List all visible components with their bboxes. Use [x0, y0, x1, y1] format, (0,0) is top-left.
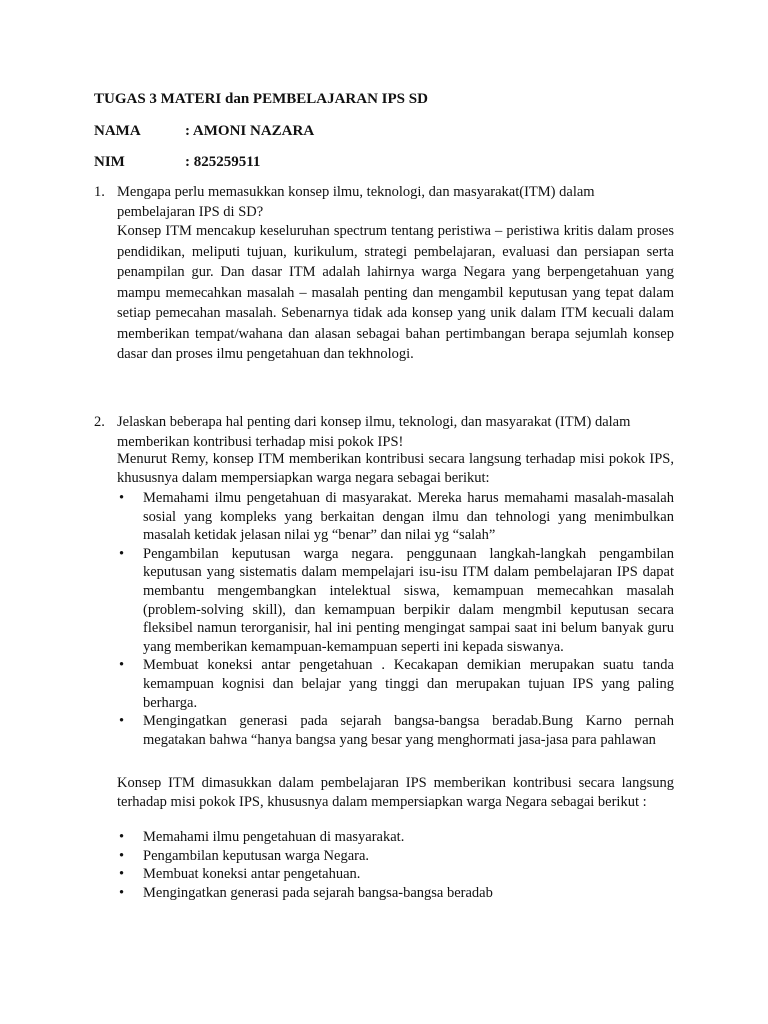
list-item: • Memahami ilmu pengetahuan di masyarakat. Mereka harus memahami masalah-masalah sosial yang kompleks yang berkaitan dengan ilmu dan tehnologi yang menimbulkan masalah ketidak jelasan nilai yg “benar” dan nilai yg “salah”: [117, 489, 674, 545]
summary-list: [117, 828, 674, 902]
list-item: • Pengambilan keputusan warga negara. penggunaan langkah-langkah pengambilan keputusan yang sistematis dalam mempelajari isu-isu ITM dalam pembelajaran IPS dapat membantu mengembangkan intelektual siswa, kemampuan memecahkan masalah (problem-solving skill), dan kemampuan berpikir dalam mengmbil keputusan secara fleksibel namun terorganisir, hal ini penting mengingat sampai saat ini belum banyak guru yang memberikan kemampuan-kemampuan seperti ini kepada siswanya.: [117, 545, 674, 657]
list-item: • Memahami ilmu pengetahuan di masyarakat.: [117, 828, 674, 847]
list-item: • Membuat koneksi antar pengetahuan . Kecakapan demikian merupakan suatu tanda kemampuan kognisi dan belajar yang tinggi dan merupakan tujuan IPS yang paling berharga.: [117, 656, 674, 712]
answer-1-text: Konsep ITM mencakup keseluruhan spectrum tentang peristiwa – peristiwa kritis dalam proses pendidikan, meliputi tujuan, kurikulum, strategi pembelajaran, evaluasi dan persiapan serta penampilan gur. Dan dasar ITM adalah lahirnya warga Negara yang berpengetahuan yang mampu memecahkan masalah – masalah penting dan mengambil keputusan yang tepat dalam setiap pemecahan masalah. Sebenarnya tidak ada konsep yang unik dalam ITM kecuali dalam memberikan tempat/wahana dan alasan sebagai bahan pertimbangan berapa sejumlah konsep dasar dan proses ilmu pengetahuan dan tekhnologi.: [117, 223, 674, 362]
question-2-number: 2.: [94, 414, 105, 430]
list-item: • Membuat koneksi antar pengetahuan.: [117, 865, 674, 884]
assignment-title: TUGAS 3 MATERI dan PEMBELAJARAN IPS SD: [94, 91, 428, 107]
nim-value: : 825259511: [185, 154, 261, 170]
question-2-text: Jelaskan beberapa hal penting dari konsep ilmu, teknologi, dan masyarakat (ITM) dalam memberikan kontribusi terhadap misi pokok IPS!: [117, 414, 631, 450]
list-item: • Mengingatkan generasi pada sejarah bangsa-bangsa beradab.Bung Karno pernah megatakan bahwa “hanya bangsa yang besar yang menghormati jasa-jasa para pahlawan: [117, 712, 674, 749]
question-1-number: 1.: [94, 184, 105, 200]
name-label: NAMA: [94, 123, 141, 139]
nim-label: NIM: [94, 154, 125, 170]
question-1-text: Mengapa perlu memasukkan konsep ilmu, teknologi, dan masyarakat(ITM) dalam pembelajaran IPS di SD?: [117, 184, 595, 220]
answer-2-intro: Menurut Remy, konsep ITM memberikan kontribusi secara langsung terhadap misi pokok IPS, khususnya dalam mempersiapkan warga negara sebagai berikut:: [117, 451, 674, 486]
list-item: • Mengingatkan generasi pada sejarah bangsa-bangsa beradab: [117, 884, 674, 903]
contribution-list: [117, 489, 674, 749]
list-item: • Pengambilan keputusan warga Negara.: [117, 847, 674, 866]
student-nim-row: [94, 153, 261, 171]
student-name-row: [94, 122, 315, 140]
name-value: : AMONI NAZARA: [185, 123, 315, 139]
answer-2-summary: Konsep ITM dimasukkan dalam pembelajaran IPS memberikan kontribusi secara langsung terhadap misi pokok IPS, khususnya dalam mempersiapkan warga Negara sebagai berikut :: [117, 775, 674, 810]
